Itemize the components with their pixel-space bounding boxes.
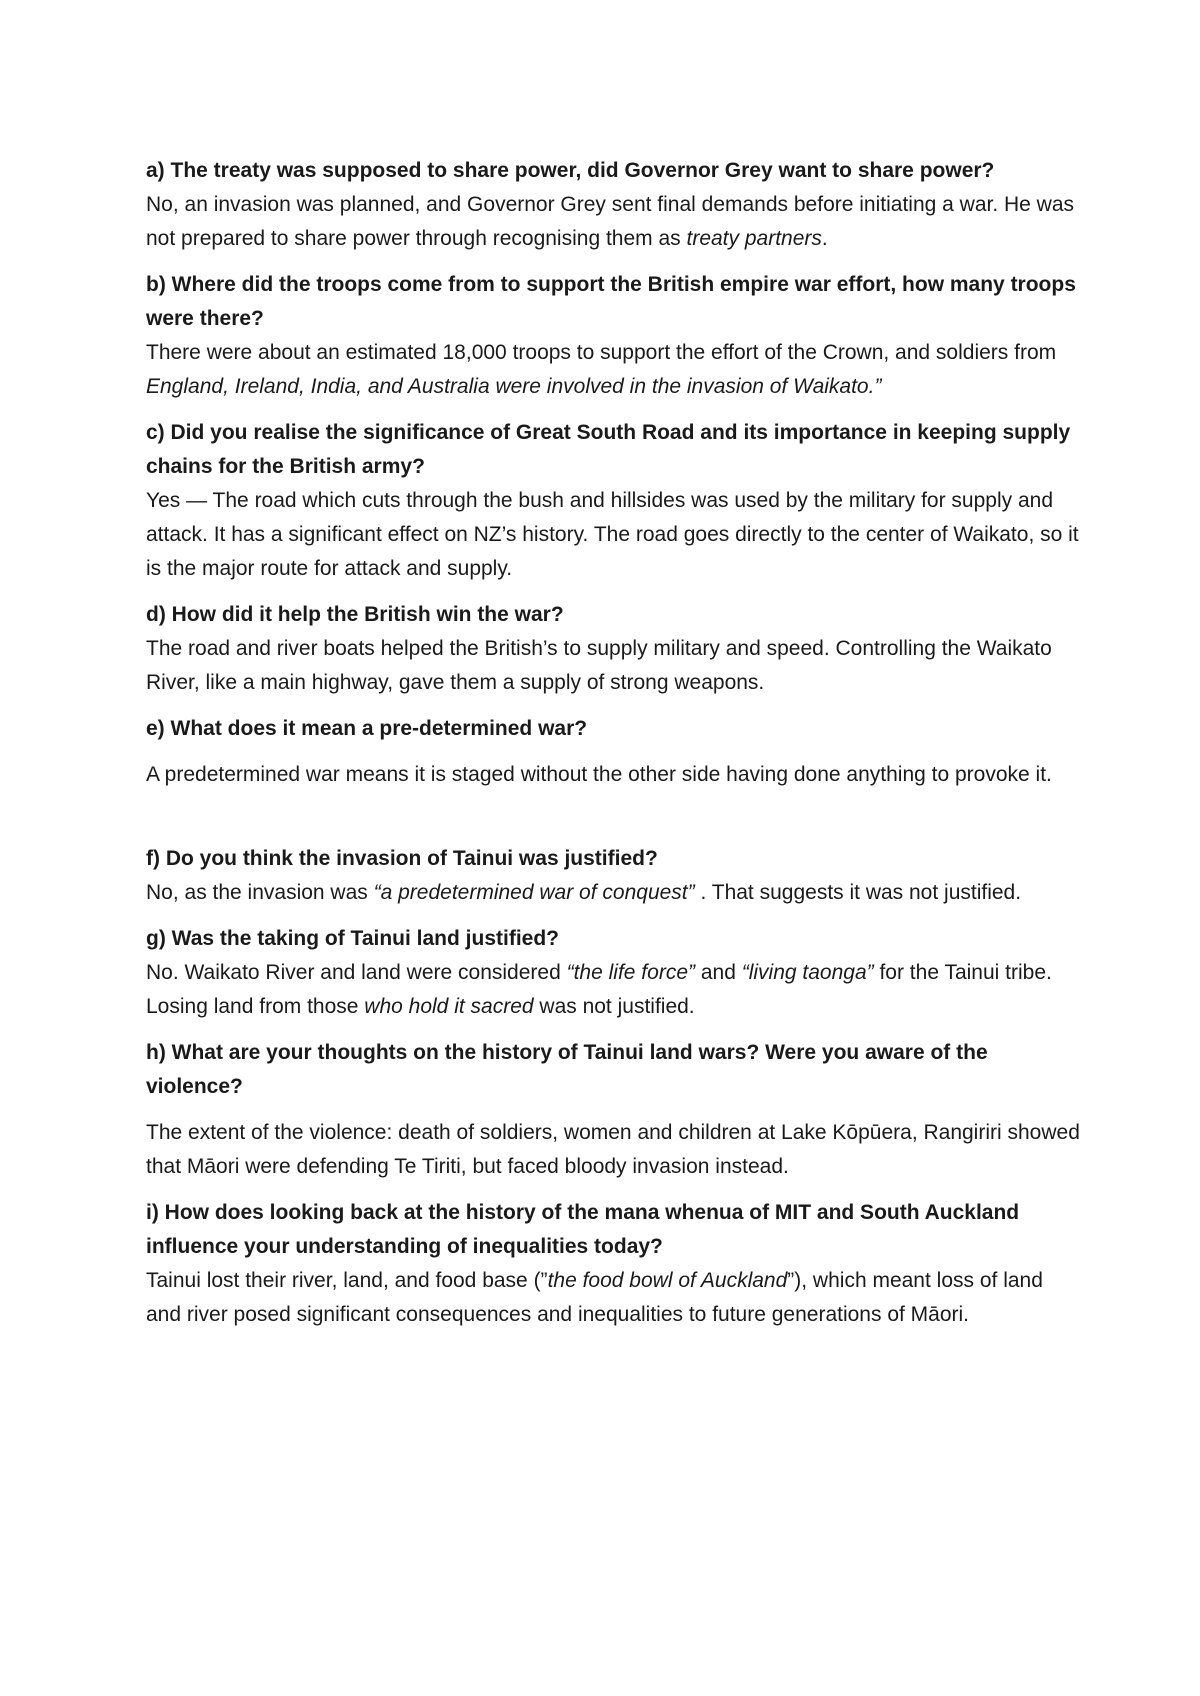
qa-h [146,1036,1080,1184]
question-c: c) Did you realise the significance of Great South Road and its importance in keeping supply chains for the British army? [146,421,1071,478]
qa-d [146,598,1080,700]
qa-c [146,416,1080,586]
question-e: e) What does it mean a pre-determined war? [146,717,588,740]
answer-i: Tainui lost their river, land, and food base (”the food bowl of Auckland”), which meant loss of land and river posed significant consequences and inequalities to future generations of Māori. [146,1269,1043,1326]
question-f: f) Do you think the invasion of Tainui was justified? [146,847,658,870]
answer-d: The road and river boats helped the British’s to supply military and speed. Controlling the Waikato River, like a main highway, gave them a supply of strong weapons. [146,637,1052,694]
question-a: a) The treaty was supposed to share power, did Governor Grey want to share power? [146,159,995,182]
answer-g: No. Waikato River and land were considered “the life force” and “living taonga” for the Tainui tribe. Losing land from those who hold it sacred was not justified. [146,961,1052,1018]
question-d: d) How did it help the British win the war? [146,603,564,626]
answer-e: A predetermined war means it is staged without the other side having done anything to provoke it. [146,763,1052,786]
qa-i [146,1196,1080,1332]
qa-g [146,922,1080,1024]
answer-f: No, as the invasion was “a predetermined war of conquest” . That suggests it was not justified. [146,881,1022,904]
qa-b [146,268,1080,404]
qa-f [146,842,1080,910]
qa-e [146,712,1080,792]
question-i: i) How does looking back at the history of the mana whenua of MIT and South Auckland influence your understanding of inequalities today? [146,1201,1020,1258]
qa-a [146,154,1080,256]
question-b: b) Where did the troops come from to support the British empire war effort, how many troops were there? [146,273,1076,330]
answer-b: There were about an estimated 18,000 troops to support the effort of the Crown, and soldiers from England, Ireland, India, and Australia were involved in the invasion of Waikato.” [146,341,1057,398]
question-h: h) What are your thoughts on the history of Tainui land wars? Were you aware of the violence? [146,1041,988,1098]
answer-a: No, an invasion was planned, and Governor Grey sent final demands before initiating a war. He was not prepared to share power through recognising them as treaty partners. [146,193,1075,250]
answer-c: Yes — The road which cuts through the bush and hillsides was used by the military for supply and attack. It has a significant effect on NZ’s history. The road goes directly to the center of Waikato, so it is the major route for attack and supply. [146,489,1079,580]
question-g: g) Was the taking of Tainui land justified? [146,927,559,950]
answer-h: The extent of the violence: death of soldiers, women and children at Lake Kōpūera, Rangiriri showed that Māori were defending Te Tiriti, but faced bloody invasion instead. [146,1121,1080,1178]
